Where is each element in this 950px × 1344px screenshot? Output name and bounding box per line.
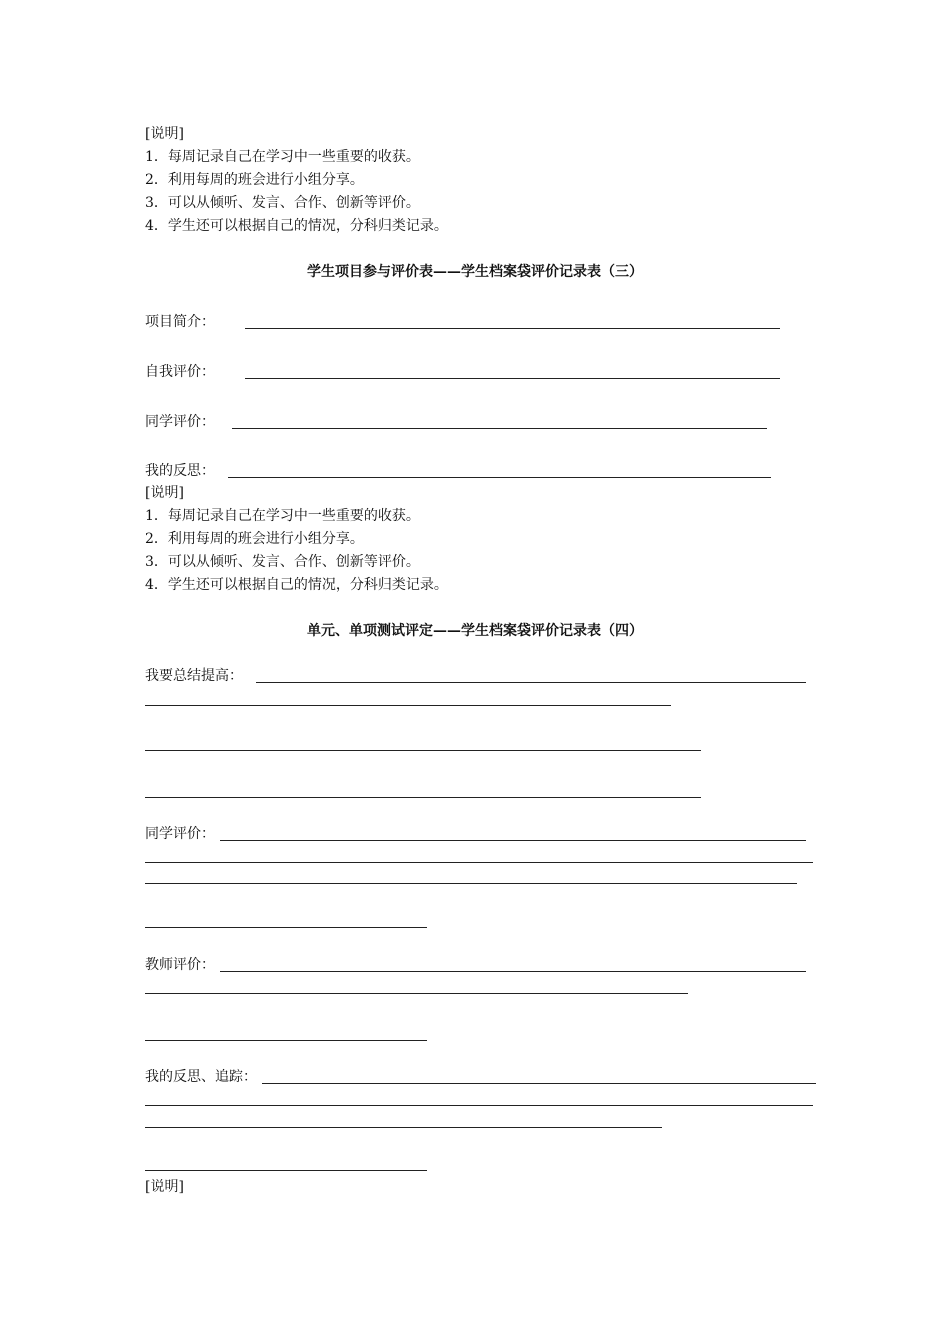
note-item: 1．每周记录自己在学习中一些重要的收获。 bbox=[145, 508, 420, 524]
note-item: 3．可以从倾听、发言、合作、创新等评价。 bbox=[145, 195, 420, 211]
fill-line[interactable] bbox=[145, 1040, 427, 1041]
field-label-self-eval: 自我评价： bbox=[145, 364, 215, 380]
fill-line[interactable] bbox=[145, 1105, 813, 1106]
fill-line[interactable] bbox=[228, 477, 771, 478]
fill-line[interactable] bbox=[232, 428, 767, 429]
fill-line[interactable] bbox=[145, 750, 701, 751]
note-item: 1．每周记录自己在学习中一些重要的收获。 bbox=[145, 149, 420, 165]
fill-line[interactable] bbox=[145, 993, 688, 994]
section-title: 单元、单项测试评定——学生档案袋评价记录表（四） bbox=[307, 623, 643, 639]
fill-line[interactable] bbox=[245, 378, 780, 379]
fill-line[interactable] bbox=[145, 797, 701, 798]
fill-line[interactable] bbox=[220, 971, 806, 972]
field-label-reflection: 我的反思： bbox=[145, 463, 215, 479]
fill-line[interactable] bbox=[145, 1170, 427, 1171]
fill-line[interactable] bbox=[145, 705, 671, 706]
fill-line[interactable] bbox=[262, 1083, 816, 1084]
field-label-teacher-eval: 教师评价： bbox=[145, 957, 215, 973]
field-label-summary: 我要总结提高： bbox=[145, 668, 243, 684]
fill-line[interactable] bbox=[220, 840, 806, 841]
note-item: 2．利用每周的班会进行小组分享。 bbox=[145, 172, 364, 188]
fill-line[interactable] bbox=[256, 682, 806, 683]
field-label-project-intro: 项目简介： bbox=[145, 314, 215, 330]
fill-line[interactable] bbox=[145, 862, 813, 863]
note-item: 4．学生还可以根据自己的情况，分科归类记录。 bbox=[145, 577, 448, 593]
note-item: 4．学生还可以根据自己的情况，分科归类记录。 bbox=[145, 218, 448, 234]
field-label-reflection-tracking: 我的反思、追踪： bbox=[145, 1069, 257, 1085]
note-item: 3．可以从倾听、发言、合作、创新等评价。 bbox=[145, 554, 420, 570]
note-item: 2．利用每周的班会进行小组分享。 bbox=[145, 531, 364, 547]
note-header: [说明] bbox=[145, 485, 184, 501]
note-header: [说明] bbox=[145, 1179, 184, 1195]
fill-line[interactable] bbox=[145, 927, 427, 928]
section-title: 学生项目参与评价表——学生档案袋评价记录表（三） bbox=[307, 264, 643, 280]
field-label-peer-eval: 同学评价： bbox=[145, 414, 215, 430]
field-label-peer-eval: 同学评价： bbox=[145, 826, 215, 842]
fill-line[interactable] bbox=[145, 1127, 662, 1128]
fill-line[interactable] bbox=[245, 328, 780, 329]
note-header: [说明] bbox=[145, 126, 184, 142]
fill-line[interactable] bbox=[145, 883, 797, 884]
